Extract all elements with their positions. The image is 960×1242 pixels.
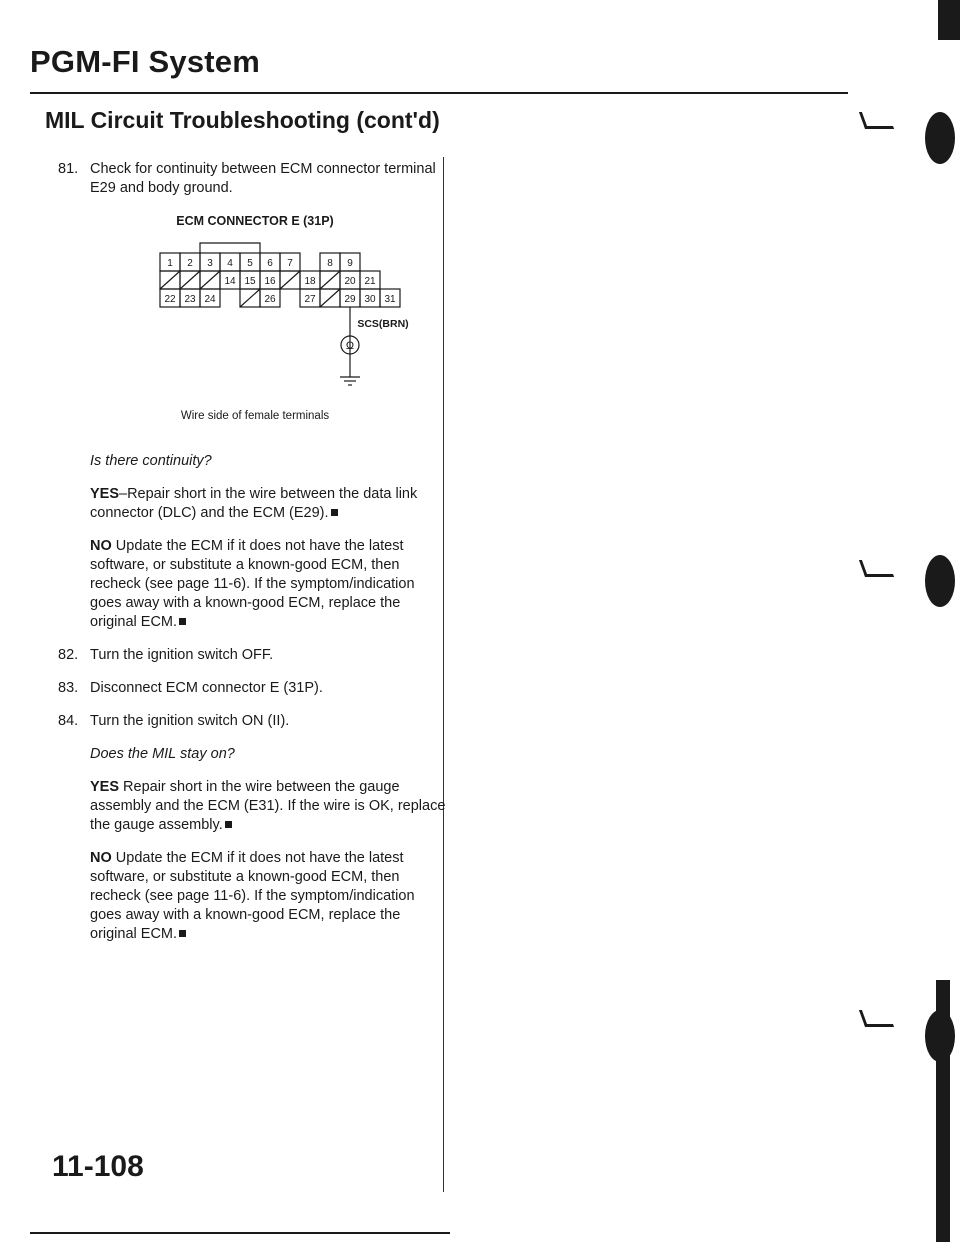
- pin-label: 9: [347, 258, 353, 269]
- pin-label: 7: [287, 258, 293, 269]
- page-number: 11-108: [52, 1150, 144, 1183]
- pin-label: 31: [384, 294, 396, 305]
- answer-text: Repair short in the wire between the gauge assembly and the ECM (E31). If the wire is OK, replace the gauge assembly.: [90, 779, 446, 833]
- section-title: MIL Circuit Troubleshooting (cont'd): [45, 107, 440, 133]
- answer-text: Update the ECM if it does not have the latest software, or substitute a known-good ECM, then recheck (see page 11-6). If the symptom/indication goes away with a known-good ECM, replace the original ECM.: [90, 850, 415, 942]
- pin-label: 29: [344, 294, 356, 305]
- end-mark: [179, 930, 186, 937]
- step-number: 82.: [58, 647, 79, 663]
- end-mark: [179, 618, 186, 625]
- answer-label: NO: [90, 538, 112, 554]
- answer-label: YES: [90, 486, 120, 502]
- index-tab-mark: [859, 1010, 894, 1027]
- answer-text: Update the ECM if it does not have the latest software, or substitute a known-good ECM, then recheck (see page 11-6). If the symptom/indication goes away with a known-good ECM, replace the original ECM.: [90, 538, 415, 630]
- answer-yes: [58, 778, 448, 835]
- footer-rule: [30, 1232, 450, 1234]
- diagram-title: ECM CONNECTOR E (31P): [176, 214, 334, 228]
- answer-text: –Repair short in the wire between the data link connector (DLC) and the ECM (E29).: [90, 486, 418, 521]
- end-mark: [225, 821, 232, 828]
- page-edge-mark: [936, 980, 950, 1242]
- step-number: 81.: [58, 161, 79, 177]
- pin-label: 22: [164, 294, 176, 305]
- procedure-content: [58, 160, 448, 958]
- pin-label: 21: [364, 276, 376, 287]
- header-rule: [30, 92, 848, 94]
- answer-label: NO: [90, 850, 112, 866]
- answer-no: [58, 849, 448, 944]
- pin-label: 27: [304, 294, 316, 305]
- end-mark: [331, 509, 338, 516]
- pin-label: 14: [224, 276, 236, 287]
- connector-drawing: [90, 237, 420, 407]
- pin-label: 26: [264, 294, 276, 305]
- pin-label: 2: [187, 258, 193, 269]
- step-text: Check for continuity between ECM connector terminal E29 and body ground.: [90, 161, 436, 196]
- step-84: [58, 712, 448, 731]
- pin-label: 3: [207, 258, 213, 269]
- step-83: [58, 679, 448, 698]
- question-mil-stay-on: Does the MIL stay on?: [90, 746, 235, 762]
- page-header-title: PGM-FI System: [30, 44, 260, 79]
- ohmmeter-symbol: Ω: [345, 340, 355, 352]
- pin-label: 16: [264, 276, 276, 287]
- step-text: Turn the ignition switch ON (II).: [90, 713, 290, 729]
- pin-label: 30: [364, 294, 376, 305]
- wire-color-label: SCS(BRN): [357, 318, 409, 330]
- pin-label: 18: [304, 276, 316, 287]
- answer-no: [58, 537, 448, 632]
- pin-label: 15: [244, 276, 256, 287]
- step-text: Turn the ignition switch OFF.: [90, 647, 274, 663]
- step-number: 84.: [58, 713, 79, 729]
- pin-label: 23: [184, 294, 196, 305]
- step-81: [58, 160, 448, 198]
- step-number: 83.: [58, 680, 79, 696]
- question-continuity: Is there continuity?: [90, 453, 212, 469]
- step-text: Disconnect ECM connector E (31P).: [90, 680, 323, 696]
- answer-label: YES: [90, 779, 120, 795]
- pin-label: 1: [167, 258, 173, 269]
- pin-label: 24: [204, 294, 216, 305]
- step-82: [58, 646, 448, 665]
- pin-label: 6: [267, 258, 273, 269]
- pin-label: 20: [344, 276, 356, 287]
- pin-label: 5: [247, 258, 253, 269]
- binding-hole-mark: [925, 555, 955, 607]
- pin-label: 4: [227, 258, 233, 269]
- pin-label: 8: [327, 258, 333, 269]
- binding-hole-mark: [925, 112, 955, 164]
- index-tab-mark: [859, 112, 894, 129]
- diagram-caption: Wire side of female terminals: [180, 410, 330, 422]
- answer-yes: [58, 485, 448, 523]
- page-edge-mark: [938, 0, 960, 40]
- index-tab-mark: [859, 560, 894, 577]
- ecm-connector-diagram: [90, 212, 420, 434]
